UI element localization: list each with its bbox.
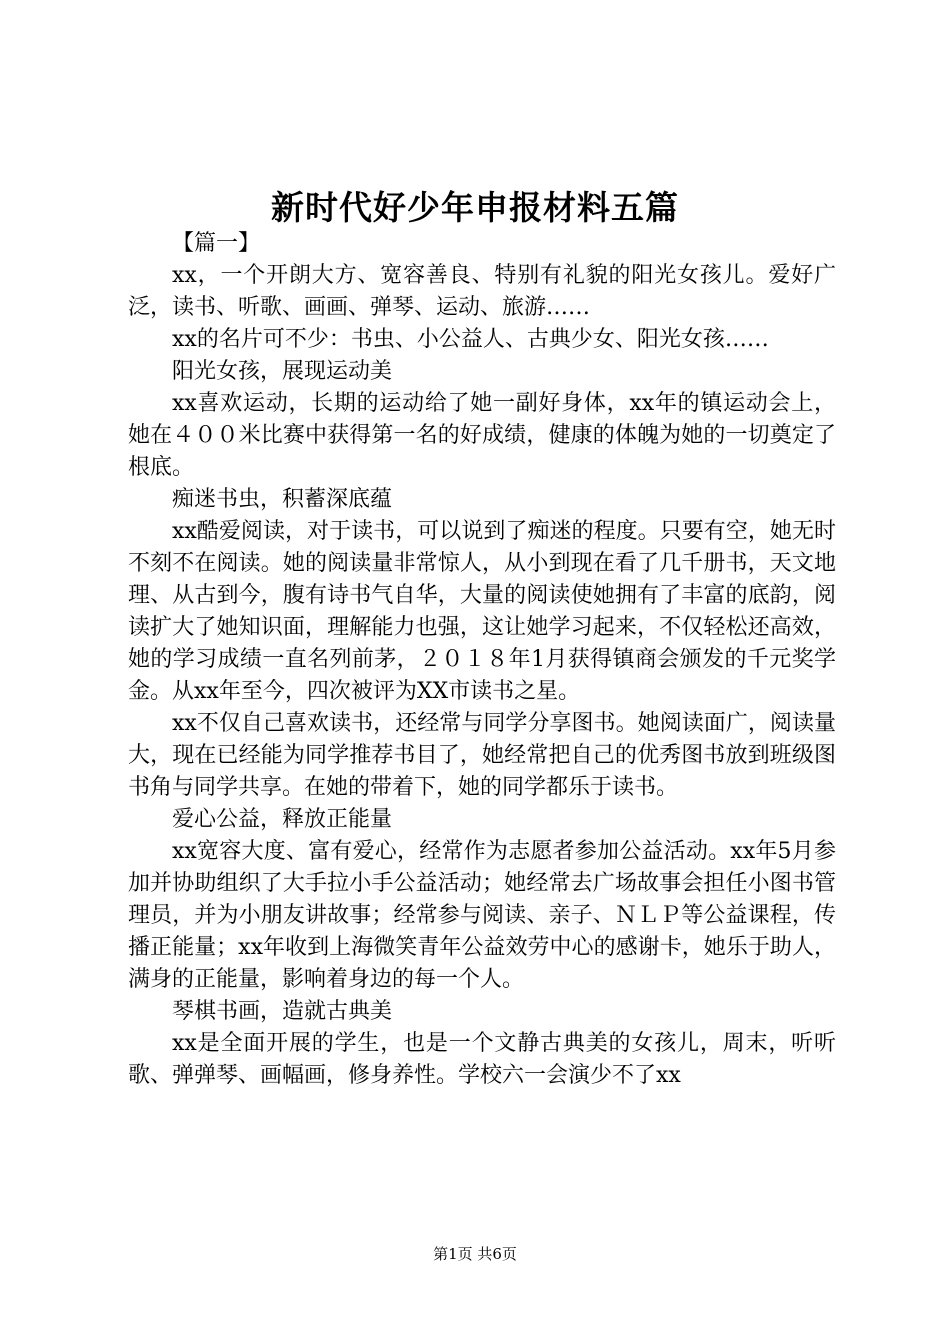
subheading-sports: 阳光女孩，展现运动美 — [172, 359, 393, 384]
paragraph-reading: xx酷爱阅读，对于读书，可以说到了痴迷的程度。只要有空，她无时不刻不在阅读。她的阅读量非常惊人，从小到现在看了几千册书，天文地理、从古到今，腹有诗书气自华，大量的阅读使她拥有了丰富的底韵，阅读扩大了她知识面，理解能力也强，这让她学习起来，不仅轻松还高效，她的学习成绩一直名列前茅，２０１８年1月获得镇商会颁发的千元奖学金。从xx年至今，四次被评为XX市读书之星。 — [128, 519, 836, 704]
paragraph-arts: xx是全面开展的学生，也是一个文静古典美的女孩儿，周末，听听歌、弹弹琴、画幅画，修身养性。学校六一会演少不了xx — [128, 1031, 836, 1088]
subheading-charity: 爱心公益，释放正能量 — [172, 807, 393, 832]
subheading-reading: 痴迷书虫，积蓄深底蕴 — [172, 487, 393, 512]
page-footer: 第1页 共6页 — [433, 1245, 517, 1263]
document-title: 新时代好少年申报材料五篇 — [271, 188, 679, 227]
paragraph-intro: xx，一个开朗大方、宽容善良、特别有礼貌的阳光女孩儿。爱好广泛，读书、听歌、画画、弹琴、运动、旅游…… — [128, 263, 836, 320]
paragraph-nicknames: xx的名片可不少：书虫、小公益人、古典少女、阳光女孩…… — [172, 327, 769, 352]
section-heading: 【篇一】 — [172, 231, 261, 256]
paragraph-charity: xx宽容大度、富有爱心，经常作为志愿者参加公益活动。xx年5月参加并协助组织了大手拉小手公益活动；她经常去广场故事会担任小图书管理员，并为小朋友讲故事；经常参与阅读、亲子、ＮＬＰ等公益课程，传播正能量；xx年收到上海微笑青年公益效劳中心的感谢卡，她乐于助人，满身的正能量，影响着身边的每一个人。 — [128, 839, 836, 992]
paragraph-sharing: xx不仅自己喜欢读书，还经常与同学分享图书。她阅读面广，阅读量大，现在已经能为同学推荐书目了，她经常把自己的优秀图书放到班级图书角与同学共享。在她的带着下，她的同学都乐于读书。 — [128, 711, 836, 800]
paragraph-sports: xx喜欢运动，长期的运动给了她一副好身体，xx年的镇运动会上，她在４００米比赛中获得第一名的好成绩，健康的体魄为她的一切奠定了根底。 — [128, 391, 836, 480]
document-body — [128, 228, 836, 1092]
subheading-arts: 琴棋书画，造就古典美 — [172, 999, 393, 1024]
